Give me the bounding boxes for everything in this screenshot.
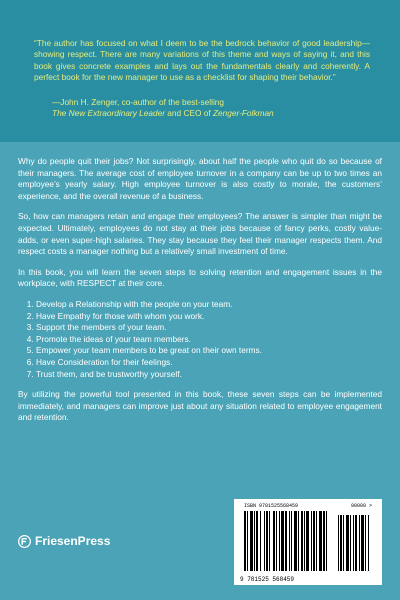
back-cover-copy [18, 156, 382, 433]
isbn-digits: 9 781525 568459 [240, 576, 295, 583]
price-code: 90000 > [350, 503, 372, 509]
body-paragraph: Why do people quit their jobs? Not surprisingly, about half the people who quit do so because of their managers. The average cost of employee turnover in a company can be up to two times an employee’s yearly salary. High employee turnover is also costly to morale, the customers’ experience, and the overall revenue of a business. [18, 156, 382, 201]
attribution-line: —John H. Zenger, co-author of the best-selling [52, 97, 225, 107]
quote-block [0, 0, 400, 142]
list-item: 3. Support the members of your team. [36, 322, 382, 334]
publisher-mark-icon [18, 535, 31, 548]
body-paragraph: In this book, you will learn the seven steps to solving retention and engagement issues in the workplace, with RESPECT at their core. [18, 266, 382, 289]
list-item: 5. Empower your team members to be great on their own terms. [36, 345, 382, 357]
body-paragraph: By utilizing the powerful tool presented in this book, these seven steps can be implemented immediately, and managers can improve just about any situation related to employee engagement and retention. [18, 389, 382, 423]
isbn-header [244, 503, 372, 509]
publisher-name: FriesenPress [35, 534, 111, 548]
list-item: 4. Promote the ideas of your team members. [36, 334, 382, 346]
list-item: 1. Develop a Relationship with the people on your team. [36, 299, 382, 311]
list-item: 6. Have Consideration for their feelings. [36, 357, 382, 369]
respect-steps-list [18, 299, 382, 380]
isbn-number: ISBN 9781525568459 [244, 503, 299, 509]
list-item: 2. Have Empathy for those with whom you work. [36, 311, 382, 323]
body-paragraph: So, how can managers retain and engage their employees? The answer is simpler than might be expected. Ultimately, employees do not stay at their jobs because of fancy perks, costly value-adds, or even super-high salaries. They stay because they feel their manager respects them. And respect costs a manager nothing but a relatively small investment of time. [18, 211, 382, 257]
isbn-barcode [234, 499, 382, 585]
endorsement-quote: “The author has focused on what I deem to be the bedrock behavior of good leadership—showing respect. There are many variations of this theme and ways of saying it, and this book gives concrete examples and lays out the fundamentals clearly and coherently. A perfect book for the new manager to use as a checklist for shaping their behavior.” [34, 38, 370, 82]
attribution-book-title: The New Extraordinary Leader [52, 108, 165, 119]
barcode-bars [244, 511, 372, 575]
quote-attribution [52, 97, 372, 120]
attribution-connector: and CEO of [164, 108, 213, 119]
attribution-line-2 [52, 108, 372, 119]
attribution-company: Zenger-Folkman [212, 108, 274, 119]
list-item: 7. Trust them, and be trustworthy yourself. [36, 369, 382, 381]
publisher-logo [18, 534, 110, 548]
